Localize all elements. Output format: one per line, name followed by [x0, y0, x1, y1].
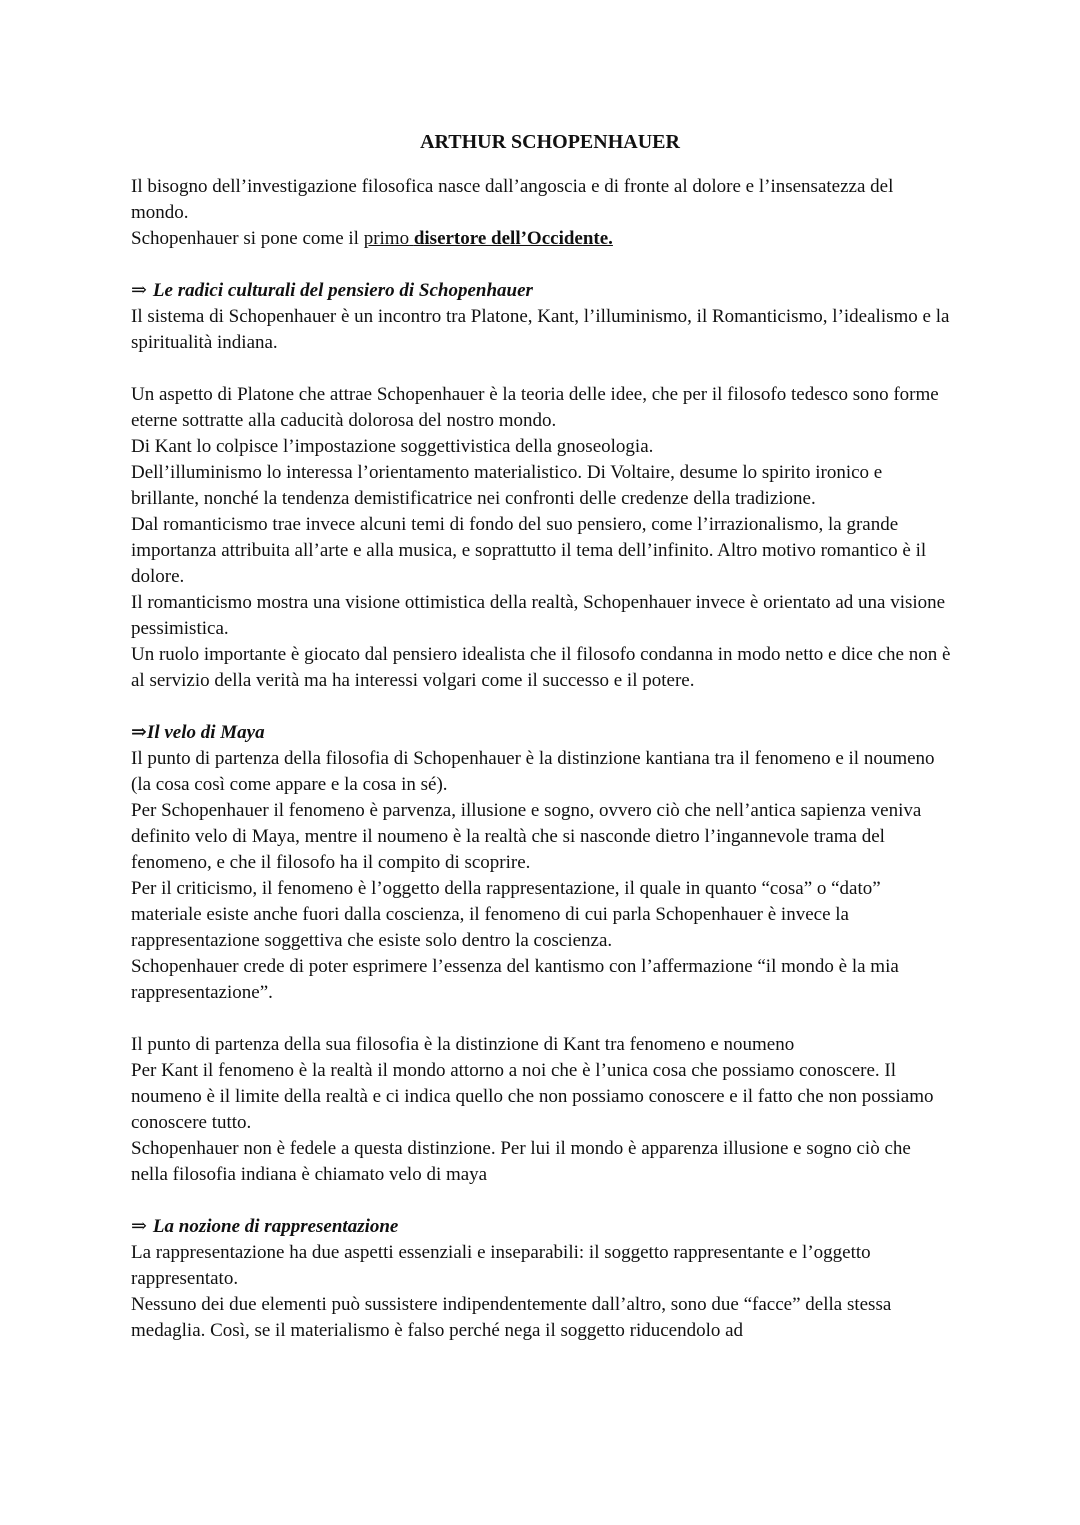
paragraph: Di Kant lo colpisce l’impostazione soggettivistica della gnoseologia.	[131, 436, 654, 457]
arrow-right-icon: ⇒	[131, 1216, 147, 1237]
spacer	[131, 356, 951, 382]
paragraph: Per Schopenhauer il fenomeno è parvenza, illusione e sogno, ovvero ciò che nell’antica sapienza veniva definito velo di Maya, mentre il noumeno è la realtà che si nasconde dietro l’ingannevole trama del fenomeno, e che il filosofo ha il compito di scoprire.	[131, 800, 922, 873]
arrow-right-icon: ⇒	[131, 722, 147, 743]
paragraph: Il romanticismo mostra una visione ottimistica della realtà, Schopenhauer invece è orientato ad una visione pessimistica.	[131, 592, 946, 639]
intro-thesis-prefix: Schopenhauer si pone come il	[131, 228, 364, 249]
paragraph: Dell’illuminismo lo interessa l’orientamento materialistico. Di Voltaire, desume lo spirito ironico e brillante, nonché la tendenza demistificatrice nei confronti delle credenze della tradizione.	[131, 462, 883, 509]
spacer	[131, 1188, 951, 1214]
arrow-right-icon: ⇒	[131, 280, 147, 301]
paragraph: Un ruolo importante è giocato dal pensiero idealista che il filosofo condanna in modo netto e dice che non è al servizio della verità ma ha interessi volgari come il successo e il potere.	[131, 644, 951, 691]
intro-thesis-primo: primo	[363, 228, 410, 249]
paragraph: Per Kant il fenomeno è la realtà il mondo attorno a noi che è l’unica cosa che possiamo conoscere. Il noumeno è il limite della realtà e ci indica quello che non possiamo conoscere e il fatto che non possiamo conoscere tutto.	[131, 1060, 934, 1133]
section-heading-radici	[131, 278, 951, 304]
section-heading-rappresentazione	[131, 1214, 951, 1240]
intro-paragraph: Il bisogno dell’investigazione filosofica nasce dall’angoscia e di fronte al dolore e l’insensatezza del mondo.	[131, 176, 894, 223]
intro-thesis-bold: disertore dell’Occidente.	[413, 228, 613, 249]
document-body	[131, 128, 951, 1344]
paragraph: Schopenhauer crede di poter esprimere l’essenza del kantismo con l’affermazione “il mondo è la mia rappresentazione”.	[131, 956, 899, 1003]
intro-thesis-underline	[364, 228, 613, 249]
document-title: ARTHUR SCHOPENHAUER	[420, 131, 680, 153]
intro-thesis	[131, 226, 951, 252]
paragraph: Nessuno dei due elementi può sussistere indipendentemente dall’altro, sono due “facce” della stessa medaglia. Così, se il materialismo è falso perché nega il soggetto riducendolo ad	[131, 1294, 892, 1341]
section-heading-text: Le radici culturali del pensiero di Schopenhauer	[152, 280, 533, 301]
paragraph: Il punto di partenza della filosofia di Schopenhauer è la distinzione kantiana tra il fenomeno e il noumeno (la cosa così come appare e la cosa in sé).	[131, 748, 935, 795]
paragraph: La rappresentazione ha due aspetti essenziali e inseparabili: il soggetto rappresentante e l’oggetto rappresentato.	[131, 1242, 871, 1289]
section-heading-velo	[131, 720, 951, 746]
paragraph: Un aspetto di Platone che attrae Schopenhauer è la teoria delle idee, che per il filosofo tedesco sono forme eterne sottratte alla caducità dolorosa del nostro mondo.	[131, 384, 939, 431]
spacer	[131, 1006, 951, 1032]
spacer	[131, 694, 951, 720]
paragraph: Per il criticismo, il fenomeno è l’oggetto della rappresentazione, il quale in quanto “cosa” o “dato” materiale esiste anche fuori dalla coscienza, il fenomeno di cui parla Schopenhauer è invece la rappresentazione soggettiva che esiste solo dentro la coscienza.	[131, 878, 881, 951]
paragraph: Dal romanticismo trae invece alcuni temi di fondo del suo pensiero, come l’irrazionalismo, la grande importanza attribuita all’arte e alla musica, e soprattutto il tema dell’infinito. Altro motivo romantico è il dolore.	[131, 514, 927, 587]
paragraph: Il sistema di Schopenhauer è un incontro tra Platone, Kant, l’illuminismo, il Romanticismo, l’idealismo e la spiritualità indiana.	[131, 306, 950, 353]
section-heading-text: Il velo di Maya	[146, 722, 265, 743]
section-heading-text: La nozione di rappresentazione	[152, 1216, 399, 1237]
paragraph: Schopenhauer non è fedele a questa distinzione. Per lui il mondo è apparenza illusione e sogno ciò che nella filosofia indiana è chiamato velo di maya	[131, 1138, 911, 1185]
paragraph: Il punto di partenza della sua filosofia è la distinzione di Kant tra fenomeno e noumeno	[131, 1034, 795, 1055]
spacer	[131, 252, 951, 278]
